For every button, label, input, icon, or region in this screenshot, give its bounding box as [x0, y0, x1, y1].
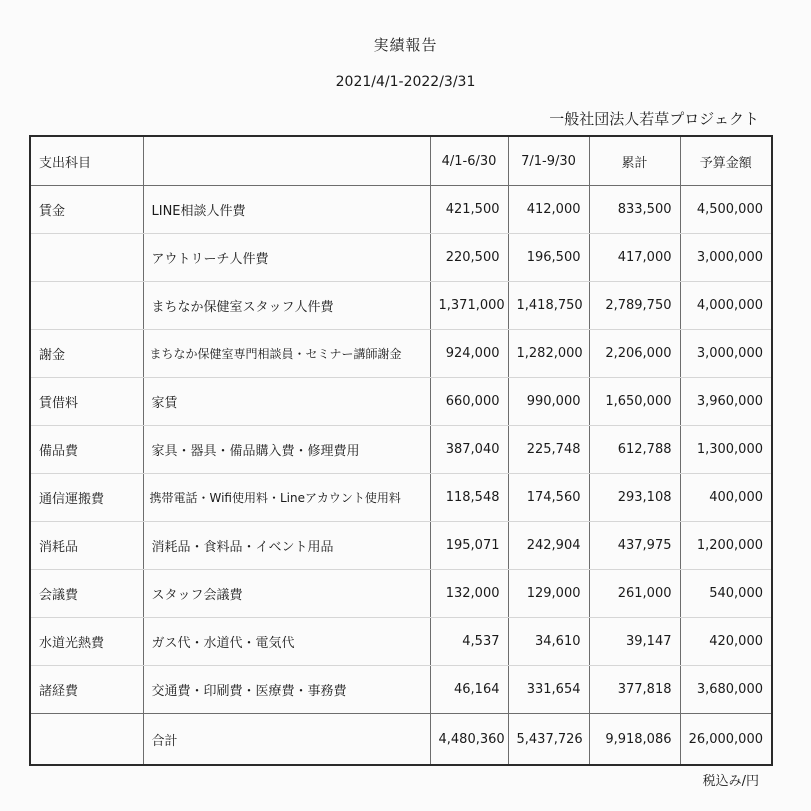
row-category	[30, 282, 143, 330]
row-item: まちなか保健室スタッフ人件費	[143, 282, 430, 330]
row-q2: 225,748	[508, 426, 589, 474]
table-header	[30, 136, 772, 186]
tax-note: 税込み/円	[702, 774, 759, 789]
row-budget: 4,000,000	[680, 282, 772, 330]
row-q2: 196,500	[508, 234, 589, 282]
row-budget: 3,000,000	[680, 330, 772, 378]
table-row	[30, 426, 772, 474]
row-item: ガス代・水道代・電気代	[143, 618, 430, 666]
row-item: まちなか保健室専門相談員・セミナー講師謝金	[143, 330, 430, 378]
row-q1: 118,548	[430, 474, 508, 522]
row-item: アウトリーチ人件費	[143, 234, 430, 282]
table-row	[30, 234, 772, 282]
row-category: 水道光熱費	[30, 618, 143, 666]
row-q1: 387,040	[430, 426, 508, 474]
header-q1: 4/1-6/30	[430, 136, 508, 186]
row-budget: 3,680,000	[680, 666, 772, 714]
report-period: 2021/4/1-2022/3/31	[335, 74, 476, 90]
row-cumulative: 2,789,750	[589, 282, 680, 330]
header-category: 支出科目	[30, 136, 143, 186]
row-cumulative: 2,206,000	[589, 330, 680, 378]
total-budget: 26,000,000	[680, 714, 772, 766]
row-cumulative: 437,975	[589, 522, 680, 570]
table-row	[30, 618, 772, 666]
row-item: 家具・器具・備品購入費・修理費用	[143, 426, 430, 474]
row-category: 賃借料	[30, 378, 143, 426]
table-row	[30, 186, 772, 234]
expense-table	[29, 135, 773, 766]
row-category: 諸経費	[30, 666, 143, 714]
row-budget: 1,300,000	[680, 426, 772, 474]
row-category: 備品費	[30, 426, 143, 474]
total-cumulative: 9,918,086	[589, 714, 680, 766]
table-row	[30, 378, 772, 426]
total-row	[30, 714, 772, 766]
row-q1: 660,000	[430, 378, 508, 426]
row-q1: 132,000	[430, 570, 508, 618]
row-item: 家賃	[143, 378, 430, 426]
header-q2: 7/1-9/30	[508, 136, 589, 186]
row-q1: 421,500	[430, 186, 508, 234]
row-q2: 1,282,000	[508, 330, 589, 378]
row-cumulative: 293,108	[589, 474, 680, 522]
row-budget: 420,000	[680, 618, 772, 666]
row-q2: 412,000	[508, 186, 589, 234]
row-q1: 4,537	[430, 618, 508, 666]
row-budget: 1,200,000	[680, 522, 772, 570]
table-row	[30, 282, 772, 330]
row-q2: 34,610	[508, 618, 589, 666]
table-row	[30, 330, 772, 378]
row-item: 交通費・印刷費・医療費・事務費	[143, 666, 430, 714]
row-item: スタッフ会議費	[143, 570, 430, 618]
total-q1: 4,480,360	[430, 714, 508, 766]
header-budget: 予算金額	[680, 136, 772, 186]
header-row	[30, 136, 772, 186]
row-q1: 46,164	[430, 666, 508, 714]
row-cumulative: 612,788	[589, 426, 680, 474]
row-q2: 331,654	[508, 666, 589, 714]
row-q1: 1,371,000	[430, 282, 508, 330]
row-q1: 195,071	[430, 522, 508, 570]
row-q1: 924,000	[430, 330, 508, 378]
row-cumulative: 833,500	[589, 186, 680, 234]
header-cumulative: 累計	[589, 136, 680, 186]
table-row	[30, 522, 772, 570]
row-q2: 174,560	[508, 474, 589, 522]
report-title: 実績報告	[373, 36, 438, 54]
row-cumulative: 1,650,000	[589, 378, 680, 426]
row-category: 謝金	[30, 330, 143, 378]
row-q2: 1,418,750	[508, 282, 589, 330]
row-item: 携帯電話・Wifi使用料・Lineアカウント使用料	[143, 474, 430, 522]
row-cumulative: 377,818	[589, 666, 680, 714]
row-budget: 4,500,000	[680, 186, 772, 234]
header-item	[143, 136, 430, 186]
row-budget: 400,000	[680, 474, 772, 522]
table-row	[30, 474, 772, 522]
total-label: 合計	[143, 714, 430, 766]
row-item: LINE相談人件費	[143, 186, 430, 234]
row-cumulative: 39,147	[589, 618, 680, 666]
row-category: 消耗品	[30, 522, 143, 570]
row-category: 会議費	[30, 570, 143, 618]
table-row	[30, 666, 772, 714]
row-category: 通信運搬費	[30, 474, 143, 522]
row-q2: 129,000	[508, 570, 589, 618]
total-q2: 5,437,726	[508, 714, 589, 766]
row-q1: 220,500	[430, 234, 508, 282]
row-budget: 540,000	[680, 570, 772, 618]
row-budget: 3,000,000	[680, 234, 772, 282]
row-item: 消耗品・食料品・イベント用品	[143, 522, 430, 570]
organization-name: 一般社団法人若草プロジェクト	[549, 110, 759, 128]
row-category	[30, 234, 143, 282]
row-cumulative: 417,000	[589, 234, 680, 282]
row-cumulative: 261,000	[589, 570, 680, 618]
total-category	[30, 714, 143, 766]
table-row	[30, 570, 772, 618]
row-q2: 990,000	[508, 378, 589, 426]
row-category: 賃金	[30, 186, 143, 234]
row-budget: 3,960,000	[680, 378, 772, 426]
row-q2: 242,904	[508, 522, 589, 570]
